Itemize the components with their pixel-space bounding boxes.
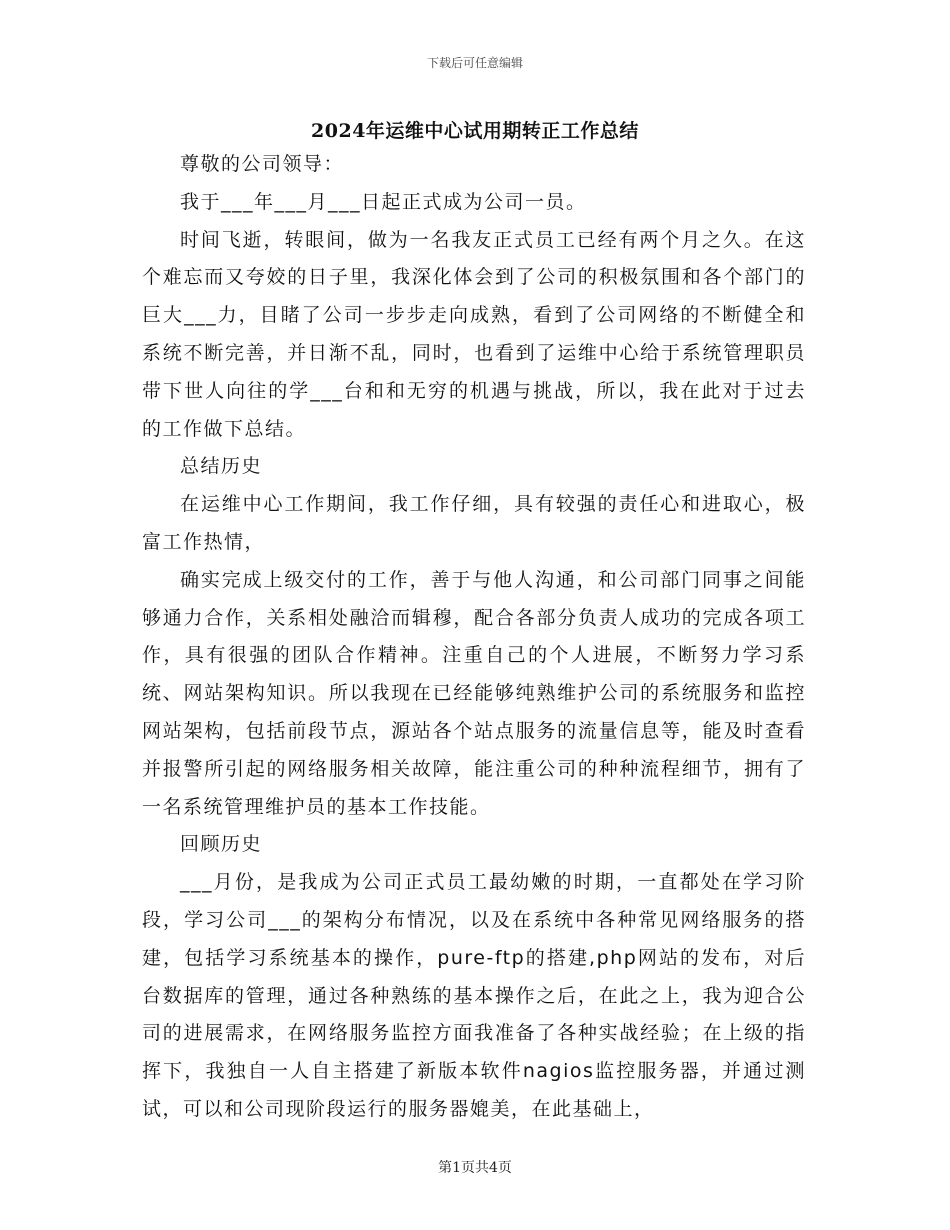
section-heading-summary: 总结历史 bbox=[180, 455, 263, 478]
document-body bbox=[142, 146, 806, 1129]
document-title: 2024年运维中心试用期转正工作总结 bbox=[311, 120, 639, 142]
intro-paragraph: 时间飞逝，转眼间，做为一名我友正式员工已经有两个月之久。在这个难忘而又夸姣的日子里，我深化体会到了公司的积极氛围和各个部门的巨大___力，目睹了公司一步步走向成熟，看到了公司网络的不断健全和系统不断完善，并日渐不乱，同时，也看到了运维中心给于系统管理职员带下世人向往的学___台和和无穷的机遇与挑战，所以，我在此对于过去的工作做下总结。 bbox=[142, 228, 806, 440]
teamwork-paragraph: 确实完成上级交付的工作，善于与他人沟通，和公司部门同事之间能够通力合作，关系相处融洽而辑穆，配合各部分负责人成功的完成各项工作，具有很强的团队合作精神。注重自己的个人进展，不断努力学习系统、网站架构知识。所以我现在已经能够纯熟维护公司的系统服务和监控网站架构，包括前段节点，源站各个站点服务的流量信息等，能及时查看并报警所引起的网络服务相关故障，能注重公司的种种流程细节，拥有了一名系统管理维护员的基本工作技能。 bbox=[142, 568, 806, 818]
salutation-paragraph: 尊敬的公司领导： bbox=[180, 153, 345, 175]
section-heading-review: 回顾历史 bbox=[180, 833, 263, 856]
join-date-paragraph: 我于___年___月___日起正式成为公司一员。 bbox=[180, 190, 587, 213]
header-note: 下载后可任意编辑 bbox=[426, 56, 523, 70]
page-number-footer: 第1页共4页 bbox=[438, 1160, 512, 1176]
review-paragraph: ___月份，是我成为公司正式员工最幼嫩的时期，一直都处在学习阶段，学习公司___的架构分布情况，以及在系统中各种常见网络服务的搭建，包括学习系统基本的操作，pure-ftp的搭建,php网站的发布，对后台数据库的管理，通过各种熟练的基本操作之后，在此之上，我为迎合公司的进展需求，在网络服务监控方面我准备了各种实战经验；在上级的指挥下，我独自一人自主搭建了新版本软件nagios监控服务器，并通过测试，可以和公司现阶段运行的服务器媲美，在此基础上， bbox=[142, 871, 806, 1120]
attitude-paragraph: 在运维中心工作期间，我工作仔细，具有较强的责任心和进取心，极富工作热情， bbox=[142, 493, 806, 553]
